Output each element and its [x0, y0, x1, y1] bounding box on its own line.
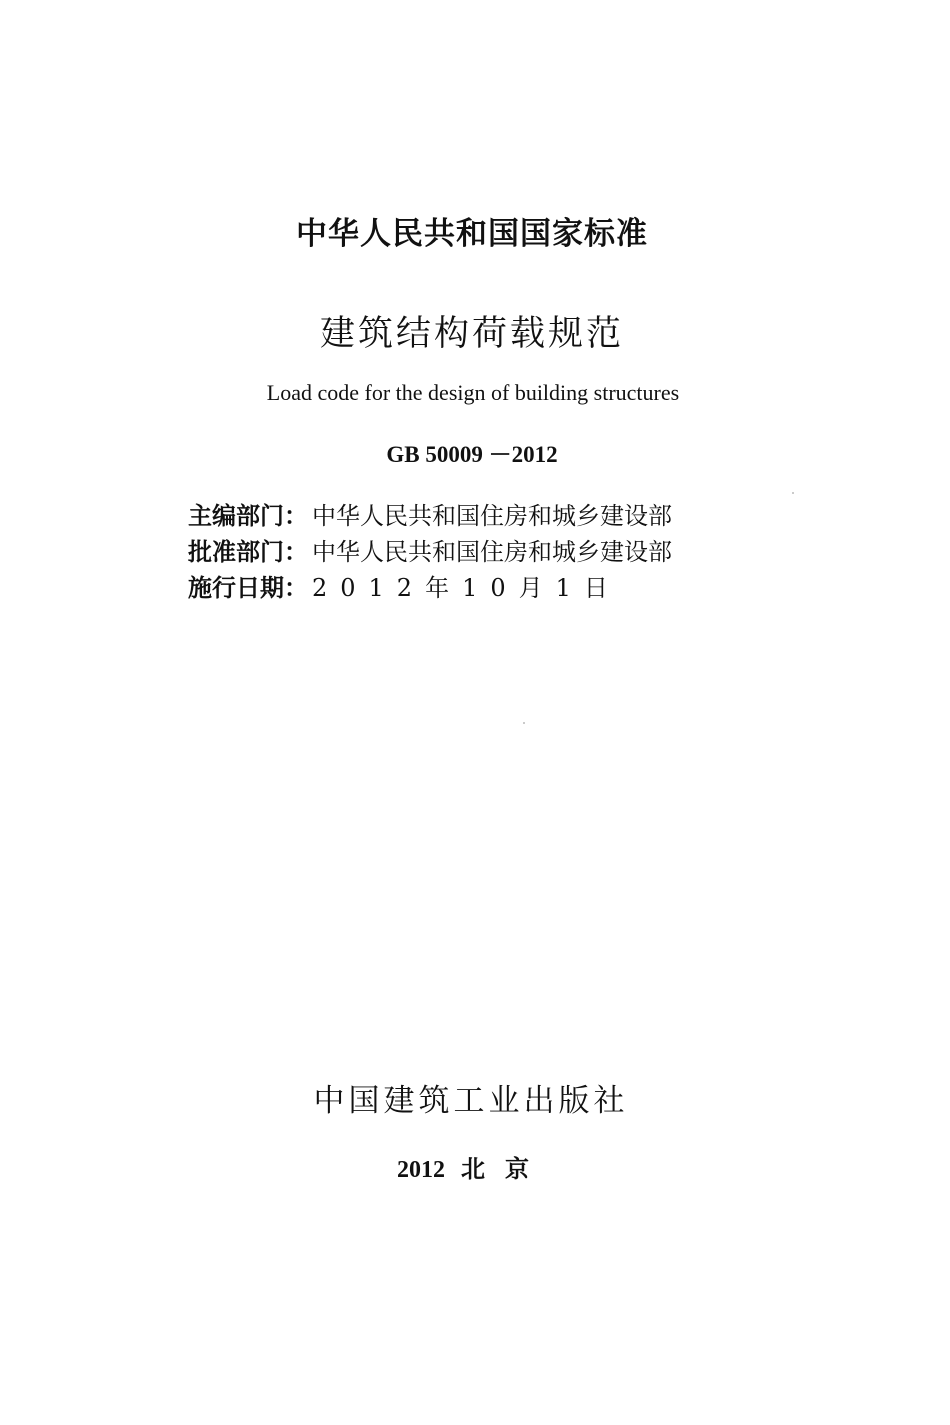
editor-separator: ：: [284, 502, 308, 530]
approver-label: 批准部门: [188, 538, 284, 566]
effective-date-value: 2012年10月1日: [312, 574, 621, 602]
editor-value: 中华人民共和国住房和城乡建设部: [312, 502, 672, 530]
effective-date-row: [188, 568, 748, 604]
publisher-name: 中国建筑工业出版社: [313, 1083, 629, 1119]
approver-row: [188, 532, 748, 568]
publication-year: 2012: [397, 1157, 445, 1183]
issuance-info: [188, 496, 748, 604]
scan-speck: [792, 492, 794, 494]
effective-date-label: 施行日期: [188, 574, 284, 602]
publication-city: 北京: [461, 1155, 549, 1183]
scan-speck: [523, 722, 525, 724]
document-title-chinese: 建筑结构荷载规范: [319, 314, 624, 354]
publication-year-place: [0, 1149, 948, 1184]
standard-category-heading: 中华人民共和国国家标准: [296, 216, 648, 252]
standard-code-number: GB 50009 －2012: [386, 442, 558, 467]
editor-label: 主编部门: [188, 502, 284, 530]
effective-date-separator: ：: [284, 574, 308, 602]
document-title-english: Load code for the design of building structures: [266, 380, 680, 405]
approver-value: 中华人民共和国住房和城乡建设部: [312, 538, 672, 566]
approver-separator: ：: [284, 538, 308, 566]
editor-row: [188, 496, 748, 532]
